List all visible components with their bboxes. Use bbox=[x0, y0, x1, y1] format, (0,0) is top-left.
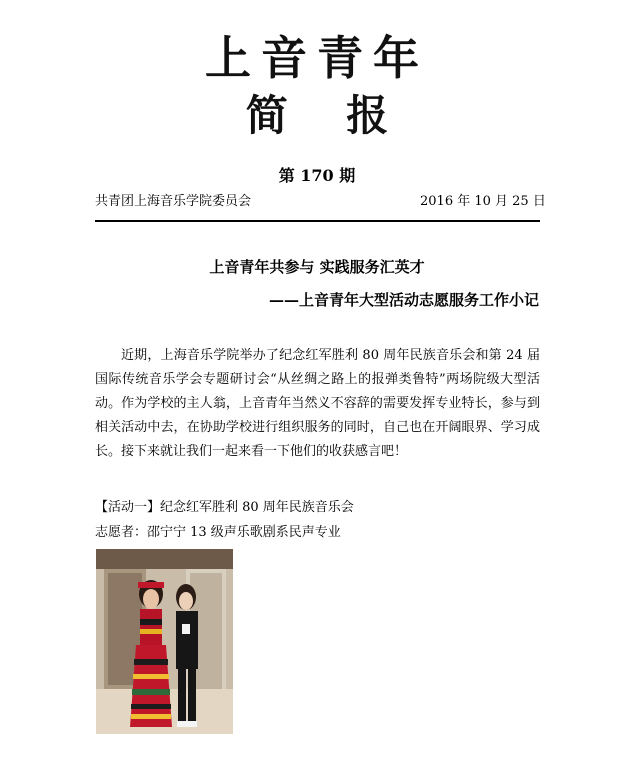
masthead-brand: 上音青年 bbox=[205, 31, 429, 85]
issue-date: 2016 年 10 月 25 日 bbox=[420, 194, 546, 209]
activity-photo bbox=[96, 549, 233, 734]
article-headline: 上音青年共参与 实践服务汇英才 bbox=[209, 258, 425, 276]
photo-illustration bbox=[96, 549, 233, 734]
activity-title: 【活动一】纪念红军胜利 80 周年民族音乐会 bbox=[95, 500, 354, 515]
article-intro: 近期，上海音乐学院举办了纪念红军胜利 80 周年民族音乐会和第 24 届国际传统音乐学会专题研讨会“从丝绸之路上的报弹类鲁特”两场院级大型活动。作为学校的主人翁，上音青年当然义不容辞的需要发挥专业特长，参与到相关活动中去，在协助学校进行组织服务的同时，自己也在开阔眼界、学习成长。接下来就让我们一起来看一下他们的收获感言吧！ bbox=[95, 348, 540, 459]
issue-number: 第 170 期 bbox=[278, 166, 356, 185]
organization: 共青团上海音乐学院委员会 bbox=[95, 194, 252, 209]
activity-volunteer: 志愿者：邵宁宁 13 级声乐歌剧系民声专业 bbox=[95, 525, 341, 540]
masthead-title: 简 报 bbox=[245, 91, 411, 140]
header-divider bbox=[95, 220, 540, 222]
article-subheadline: ——上音青年大型活动志愿服务工作小记 bbox=[268, 291, 539, 309]
